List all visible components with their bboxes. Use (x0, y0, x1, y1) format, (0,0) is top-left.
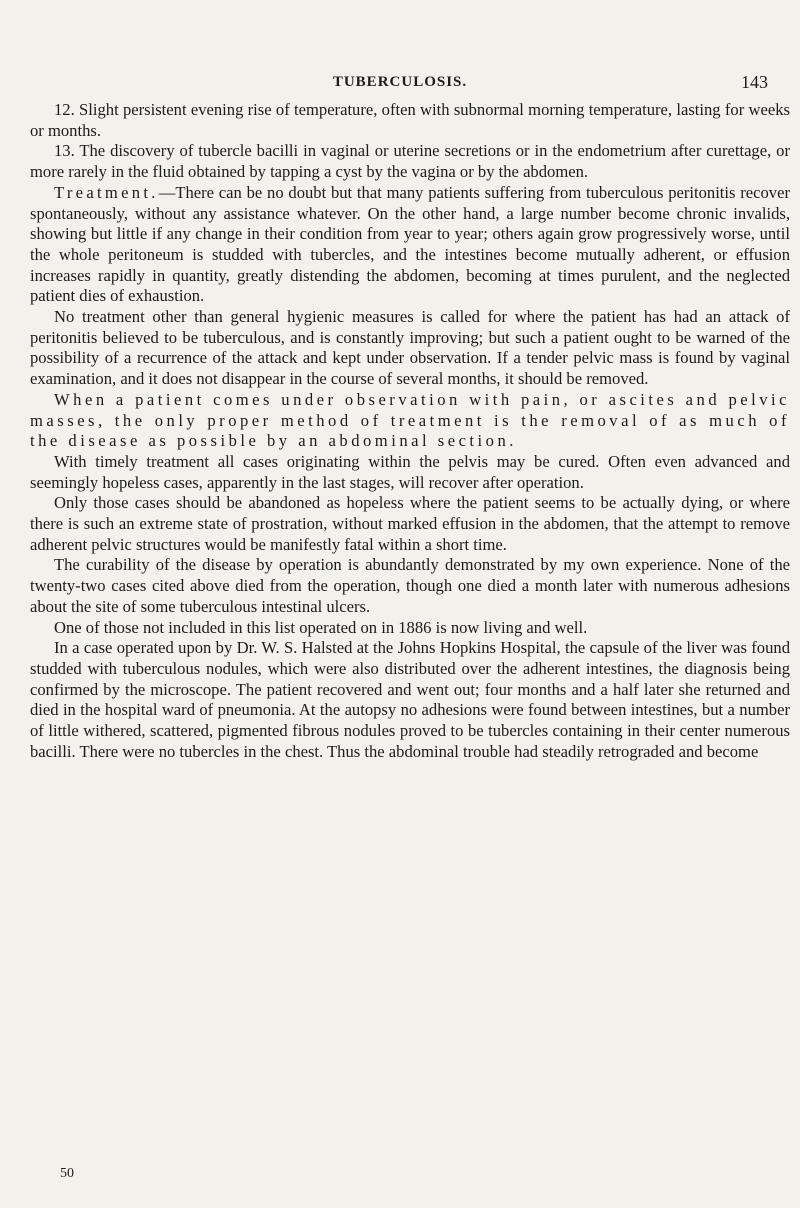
paragraph-spaced-emphasis: When a patient comes under observation with pain, or ascites and pelvic masses, the only proper method of treatment is the removal of as much of the disease as possible by an abdominal section. (30, 389, 790, 451)
running-title: TUBERCULOSIS. (332, 74, 468, 90)
body-text (30, 100, 790, 763)
treatment-heading: Treatment. (54, 182, 159, 202)
page-header (0, 74, 800, 98)
paragraph-hopeless-cases: Only those cases should be abandoned as hopeless where the patient seems to be actually dying, or where there is such an extreme state of prostration, without marked effusion in the abdomen, that the attempt to remove adherent pelvic structures would be manifestly fatal within a short time. (30, 493, 790, 554)
paragraph-item-12: 12. Slight persistent evening rise of temperature, often with subnormal morning temperature, lasting for weeks or months. (30, 100, 790, 140)
treatment-text: —There can be no doubt but that many patients suffering from tuberculous peritonitis recover spontaneously, without any assistance whatever. On the other hand, a large number become chronic invalids, showing but little if any change in their condition from year to year; others again grow progressively worse, until the whole peritoneum is studded with tubercles, and the intestines become mutually adherent, or effusion increases rapidly in quantity, greatly distending the abdomen, becoming at times purulent, and the neglected patient dies of exhaustion. (30, 182, 790, 306)
paragraph-curability: The curability of the disease by operation is abundantly demonstrated by my own experience. None of the twenty-two cases cited above died from the operation, though one died a month later with numerous adhesions about the site of some tuberculous intestinal ulcers. (30, 555, 790, 616)
signature-mark: 50 (60, 1166, 74, 1181)
page-number: 143 (741, 72, 768, 92)
paragraph-item-13: 13. The discovery of tubercle bacilli in vaginal or uterine secretions or in the endometrium after curettage, or more rarely in the fluid obtained by tapping a cyst by the vagina or by the abdomen. (30, 141, 790, 182)
paragraph-1886-case: One of those not included in this list operated on in 1886 is now living and well. (54, 617, 588, 637)
paragraph-timely-treatment: With timely treatment all cases originating within the pelvis may be cured. Often even advanced and seemingly hopeless cases, apparently in the last stages, will recover after operation. (30, 451, 790, 492)
paragraph-no-treatment: No treatment other than general hygienic measures is called for where the patient has had an attack of peritonitis believed to be tuberculous, and is constantly improving; but such a patient ought to be warned of the possibility of a recurrence of the attack and kept under observation. If a tender pelvic mass is found by vaginal examination, and it does not disappear in the course of several months, it should be removed. (30, 307, 790, 389)
paragraph-halsted-case: In a case operated upon by Dr. W. S. Halsted at the Johns Hopkins Hospital, the capsule of the liver was found studded with tuberculous nodules, which were also distributed over the adherent intestines, the diagnosis being confirmed by the microscope. The patient recovered and went out; four months and a half later she returned and died in the hospital ward of pneumonia. At the autopsy no adhesions were found between intestines, but a number of little withered, scattered, pigmented fibrous nodules proved to be tubercles containing in their center numerous bacilli. There were no tubercles in the chest. Thus the abdominal trouble had steadily retrograded and become (30, 638, 790, 761)
paragraph-treatment (30, 183, 790, 307)
